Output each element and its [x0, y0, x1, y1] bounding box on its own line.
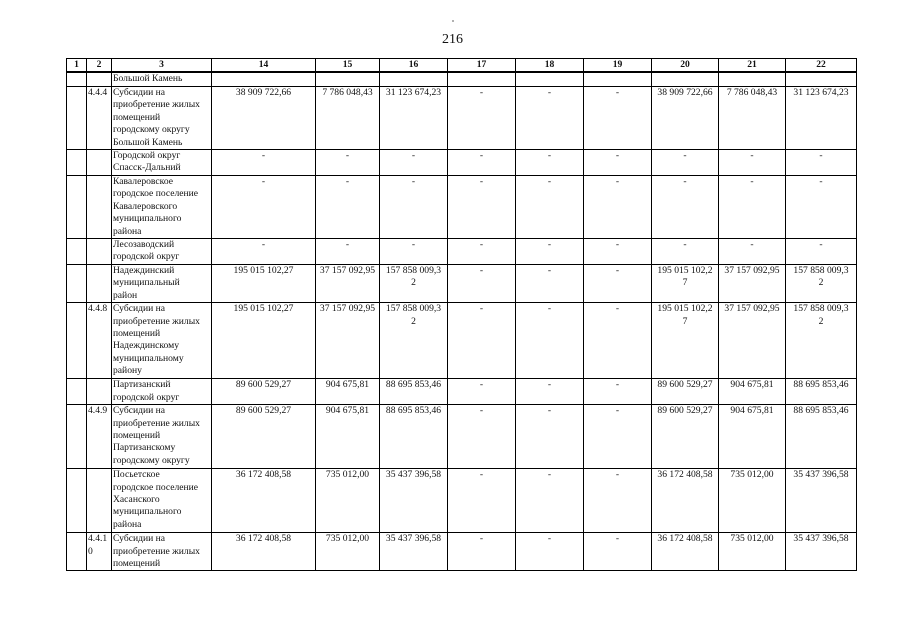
- table-row: [67, 405, 857, 469]
- column-header-22: 22: [786, 59, 857, 73]
- row-number-cell: [87, 72, 112, 86]
- table-row: [67, 175, 857, 238]
- row-number-cell: 4.4.1 0: [87, 533, 112, 571]
- table-row: [67, 469, 857, 533]
- column-header-19: 19: [584, 59, 652, 73]
- value-cell-col-18: -: [516, 405, 584, 469]
- column-header-17: 17: [448, 59, 516, 73]
- value-cell-col-18: [516, 72, 584, 86]
- value-cell-col-14: 195 015 102,27: [212, 264, 316, 302]
- row-col1-cell: [67, 175, 87, 238]
- value-cell-col-19: -: [584, 175, 652, 238]
- column-header-14: 14: [212, 59, 316, 73]
- value-cell-col-15: 904 675,81: [316, 379, 380, 405]
- value-cell-col-19: -: [584, 303, 652, 379]
- value-cell-col-14: 36 172 408,58: [212, 469, 316, 533]
- row-col1-cell: [67, 86, 87, 149]
- column-header-2: 2: [87, 59, 112, 73]
- value-cell-col-17: -: [448, 469, 516, 533]
- value-cell-col-21: -: [719, 238, 786, 264]
- value-cell-col-14: 38 909 722,66: [212, 86, 316, 149]
- row-number-cell: 4.4.4: [87, 86, 112, 149]
- value-cell-col-16: -: [380, 238, 448, 264]
- table-row: [67, 72, 857, 86]
- value-cell-col-17: -: [448, 379, 516, 405]
- value-cell-col-18: -: [516, 469, 584, 533]
- value-cell-col-16: 88 695 853,46: [380, 405, 448, 469]
- value-cell-col-21: 7 786 048,43: [719, 86, 786, 149]
- value-cell-col-17: -: [448, 405, 516, 469]
- column-header-1: 1: [67, 59, 87, 73]
- value-cell-col-17: -: [448, 533, 516, 571]
- column-header-21: 21: [719, 59, 786, 73]
- table-row: [67, 264, 857, 302]
- value-cell-col-16: [380, 72, 448, 86]
- value-cell-col-22: 88 695 853,46: [786, 379, 857, 405]
- value-cell-col-14: 89 600 529,27: [212, 405, 316, 469]
- value-cell-col-15: 37 157 092,95: [316, 303, 380, 379]
- column-header-15: 15: [316, 59, 380, 73]
- row-name-cell: Субсидии на приобретение жилых помещений: [112, 533, 212, 571]
- row-number-cell: [87, 379, 112, 405]
- row-number-cell: 4.4.8: [87, 303, 112, 379]
- value-cell-col-19: -: [584, 264, 652, 302]
- table-row: [67, 238, 857, 264]
- value-cell-col-20: 36 172 408,58: [652, 469, 719, 533]
- value-cell-col-16: 31 123 674,23: [380, 86, 448, 149]
- value-cell-col-20: 89 600 529,27: [652, 405, 719, 469]
- row-col1-cell: [67, 264, 87, 302]
- value-cell-col-17: -: [448, 149, 516, 175]
- value-cell-col-20: -: [652, 149, 719, 175]
- value-cell-col-22: -: [786, 149, 857, 175]
- row-col1-cell: [67, 149, 87, 175]
- value-cell-col-19: [584, 72, 652, 86]
- value-cell-col-22: 35 437 396,58: [786, 469, 857, 533]
- value-cell-col-19: -: [584, 86, 652, 149]
- value-cell-col-19: -: [584, 405, 652, 469]
- page-number: 216: [442, 32, 463, 47]
- value-cell-col-21: 735 012,00: [719, 533, 786, 571]
- value-cell-col-21: -: [719, 149, 786, 175]
- value-cell-col-19: -: [584, 149, 652, 175]
- value-cell-col-18: -: [516, 149, 584, 175]
- value-cell-col-17: [448, 72, 516, 86]
- value-cell-col-22: 31 123 674,23: [786, 86, 857, 149]
- row-number-cell: [87, 238, 112, 264]
- row-col1-cell: [67, 72, 87, 86]
- value-cell-col-14: [212, 72, 316, 86]
- value-cell-col-20: 195 015 102,2 7: [652, 303, 719, 379]
- value-cell-col-15: 735 012,00: [316, 469, 380, 533]
- value-cell-col-21: -: [719, 175, 786, 238]
- value-cell-col-14: 36 172 408,58: [212, 533, 316, 571]
- row-col1-cell: [67, 469, 87, 533]
- value-cell-col-21: [719, 72, 786, 86]
- value-cell-col-19: -: [584, 469, 652, 533]
- value-cell-col-16: 157 858 009,3 2: [380, 264, 448, 302]
- row-name-cell: Кавалеровское городское поселение Кавалеровского муниципального района: [112, 175, 212, 238]
- table-row: [67, 149, 857, 175]
- table-row: [67, 533, 857, 571]
- row-col1-cell: [67, 238, 87, 264]
- row-name-cell: Субсидии на приобретение жилых помещений Партизанскому городскому округу: [112, 405, 212, 469]
- value-cell-col-15: -: [316, 149, 380, 175]
- value-cell-col-21: 37 157 092,95: [719, 264, 786, 302]
- value-cell-col-16: 35 437 396,58: [380, 469, 448, 533]
- row-name-cell: Субсидии на приобретение жилых помещений городскому округу Большой Камень: [112, 86, 212, 149]
- value-cell-col-18: -: [516, 379, 584, 405]
- value-cell-col-18: -: [516, 175, 584, 238]
- value-cell-col-22: [786, 72, 857, 86]
- value-cell-col-14: 89 600 529,27: [212, 379, 316, 405]
- value-cell-col-15: -: [316, 175, 380, 238]
- value-cell-col-14: -: [212, 175, 316, 238]
- column-header-16: 16: [380, 59, 448, 73]
- row-col1-cell: [67, 379, 87, 405]
- row-number-cell: [87, 175, 112, 238]
- row-col1-cell: [67, 303, 87, 379]
- value-cell-col-19: -: [584, 238, 652, 264]
- value-cell-col-15: [316, 72, 380, 86]
- value-cell-col-22: -: [786, 238, 857, 264]
- budget-table: [66, 58, 857, 571]
- row-name-cell: Лесозаводский городской округ: [112, 238, 212, 264]
- value-cell-col-21: 904 675,81: [719, 405, 786, 469]
- value-cell-col-18: -: [516, 264, 584, 302]
- value-cell-col-15: 37 157 092,95: [316, 264, 380, 302]
- value-cell-col-16: 88 695 853,46: [380, 379, 448, 405]
- scan-speck: [452, 20, 454, 22]
- value-cell-col-18: -: [516, 303, 584, 379]
- value-cell-col-17: -: [448, 175, 516, 238]
- value-cell-col-14: 195 015 102,27: [212, 303, 316, 379]
- table-header-row: [67, 59, 857, 73]
- value-cell-col-15: 7 786 048,43: [316, 86, 380, 149]
- row-name-cell: Посьетское городское поселение Хасанского муниципального района: [112, 469, 212, 533]
- row-name-cell: Большой Камень: [112, 72, 212, 86]
- value-cell-col-20: [652, 72, 719, 86]
- value-cell-col-16: 157 858 009,3 2: [380, 303, 448, 379]
- value-cell-col-15: 904 675,81: [316, 405, 380, 469]
- row-name-cell: Надеждинский муниципальный район: [112, 264, 212, 302]
- value-cell-col-22: 35 437 396,58: [786, 533, 857, 571]
- value-cell-col-18: -: [516, 533, 584, 571]
- table-row: [67, 86, 857, 149]
- row-name-cell: Партизанский городской округ: [112, 379, 212, 405]
- value-cell-col-15: -: [316, 238, 380, 264]
- value-cell-col-17: -: [448, 86, 516, 149]
- value-cell-col-19: -: [584, 533, 652, 571]
- value-cell-col-14: -: [212, 238, 316, 264]
- value-cell-col-16: -: [380, 175, 448, 238]
- value-cell-col-14: -: [212, 149, 316, 175]
- row-number-cell: [87, 149, 112, 175]
- value-cell-col-19: -: [584, 379, 652, 405]
- value-cell-col-20: 195 015 102,2 7: [652, 264, 719, 302]
- row-number-cell: 4.4.9: [87, 405, 112, 469]
- row-name-cell: Субсидии на приобретение жилых помещений Надеждинскому муниципальному району: [112, 303, 212, 379]
- row-col1-cell: [67, 533, 87, 571]
- value-cell-col-21: 904 675,81: [719, 379, 786, 405]
- value-cell-col-16: -: [380, 149, 448, 175]
- value-cell-col-21: 735 012,00: [719, 469, 786, 533]
- row-number-cell: [87, 264, 112, 302]
- value-cell-col-20: -: [652, 175, 719, 238]
- value-cell-col-15: 735 012,00: [316, 533, 380, 571]
- value-cell-col-17: -: [448, 264, 516, 302]
- value-cell-col-18: -: [516, 86, 584, 149]
- value-cell-col-21: 37 157 092,95: [719, 303, 786, 379]
- value-cell-col-22: 88 695 853,46: [786, 405, 857, 469]
- column-header-20: 20: [652, 59, 719, 73]
- row-col1-cell: [67, 405, 87, 469]
- value-cell-col-22: -: [786, 175, 857, 238]
- row-name-cell: Городской округ Спасск-Дальний: [112, 149, 212, 175]
- value-cell-col-16: 35 437 396,58: [380, 533, 448, 571]
- value-cell-col-20: 89 600 529,27: [652, 379, 719, 405]
- value-cell-col-20: 38 909 722,66: [652, 86, 719, 149]
- value-cell-col-17: -: [448, 238, 516, 264]
- column-header-3: 3: [112, 59, 212, 73]
- value-cell-col-18: -: [516, 238, 584, 264]
- column-header-18: 18: [516, 59, 584, 73]
- value-cell-col-20: 36 172 408,58: [652, 533, 719, 571]
- table-row: [67, 379, 857, 405]
- table-row: [67, 303, 857, 379]
- value-cell-col-17: -: [448, 303, 516, 379]
- value-cell-col-20: -: [652, 238, 719, 264]
- value-cell-col-22: 157 858 009,3 2: [786, 264, 857, 302]
- value-cell-col-22: 157 858 009,3 2: [786, 303, 857, 379]
- row-number-cell: [87, 469, 112, 533]
